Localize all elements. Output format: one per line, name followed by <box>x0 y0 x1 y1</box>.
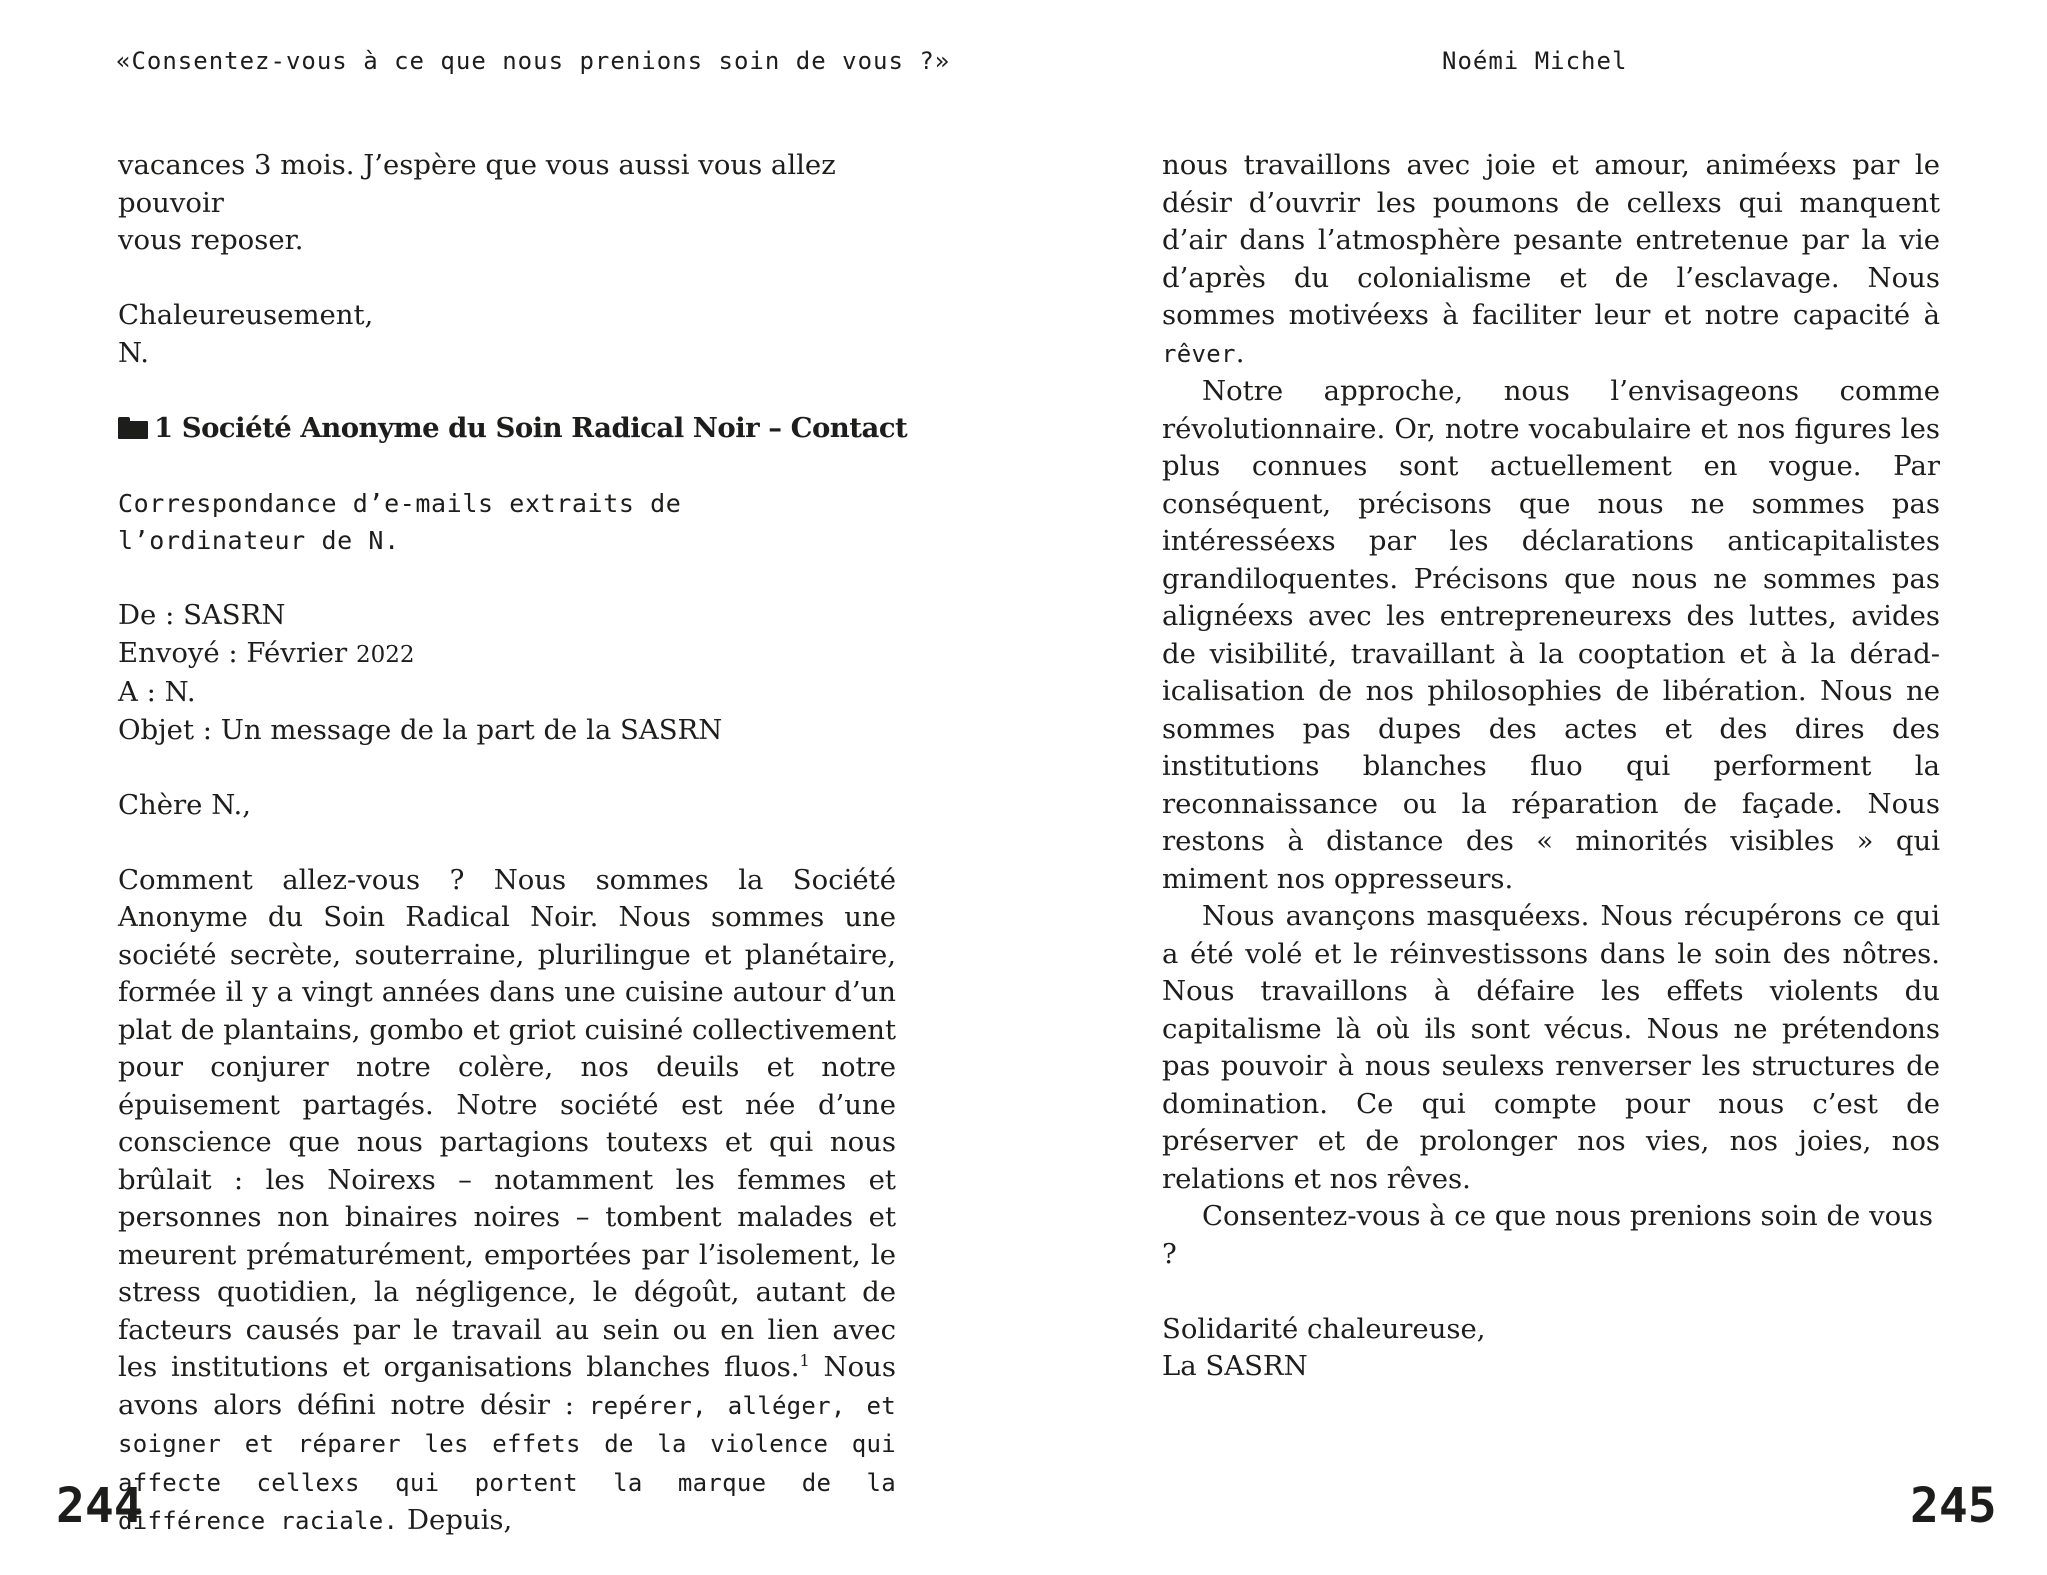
email-subject: Objet : Un message de la part de la SASRN <box>118 713 723 746</box>
email-sent <box>118 635 896 675</box>
email-from: De : SASRN <box>118 599 286 631</box>
paragraph-1-mono: rêver <box>1162 339 1236 368</box>
salutation: Chère N., <box>118 788 251 821</box>
page-number-left: 244 <box>56 1478 143 1534</box>
folder-icon <box>118 417 148 439</box>
letter-body-continued: Nous avons alors défini notre désir : <box>118 1351 896 1421</box>
page-number-right: 245 <box>1910 1478 1997 1534</box>
paragraph-1-text: nous travaillons avec joie et amour, animéexs par le désir d’ouvrir les poumons de cellexs qui manquent d’air dans l’atmosphère pesante entretenue par la vie d’après du colonialisme et de l’esclavage. Nous sommes motivéexs à faciliter leur et notre capacité à <box>1162 149 1940 331</box>
signature: N. <box>118 336 150 369</box>
letter-body-mono: repérer, alléger, et soigner et réparer les effets de la violence qui affecte cellexs qui portent la marque de la différence raciale. <box>118 1391 897 1535</box>
right-page <box>1024 0 2047 1575</box>
email-sent-year: 2022 <box>355 641 415 668</box>
paragraph-3: Nous avançons masquéexs. Nous récupérons ce qui a été volé et le réinvestissons dans le soin des nôtres. Nous travaillons à défaire les effets violents du capitalisme là où ils sont vécus. Nous ne prétendons pas pouvoir à nous seulexs renverser les structures de domination. Ce qui compte pour nous c’est de préserver et de prolonger nos vies, nos joies, nos relations et nos rêves. <box>1162 900 1940 1195</box>
paragraph-4: Consentez-vous à ce que nous prenions soin de vous ? <box>1162 1200 1933 1270</box>
footnote-mark: 1 <box>799 1351 810 1370</box>
section-title-text: 1 Société Anonyme du Soin Radical Noir – Contact <box>154 411 908 444</box>
closing-signature: La SASRN <box>1162 1350 1308 1382</box>
right-page-text <box>1162 147 1940 1386</box>
paragraph-2: Notre approche, nous l’envisageons comme révolutionnaire. Or, notre vocabulaire et nos figures les plus connues sont actuellement en vogue. Par conséquent, précisons que nous ne sommes pas intéresséexs par les déclarations anticapitalistes grandiloquentes. Précisons que nous ne sommes pas alignéexs avec les entrepreneurexs des luttes, avides de visibilité, travaillant à la cooptation et à la déradicalisation de nos philosophies de libération. Nous ne sommes pas dupes des actes et des dires des institutions blanches fluo qui performent la reconnaissance ou la réparation de façade. Nous restons à distance des « minorités visibles » qui miment nos oppresseurs. <box>1162 375 1940 895</box>
email-to: A : N. <box>118 676 196 708</box>
letter-body-main: Comment allez-vous ? Nous sommes la Société Anonyme du Soin Radical Noir. Nous sommes une société secrète, souterraine, plurilingue et planétaire, formée il y a vingt années dans une cuisine autour d’un plat de plantains, gombo et griot cuisiné collectivement pour conjurer notre colère, nos deuils et notre épuisement partagés. Notre société est née d’une conscience que nous partagions toutexs et qui nous brûlait : les Noirexs – notamment les femmes et personnes non binaires noires – tombent malades et meurent prématurément, emportées par l’isolement, le stress quotidien, la négligence, le dégoût, autant de facteurs causés par le travail au sein ou en lien avec les institutions et organisations blanches fluos. <box>118 863 896 1383</box>
paragraph-1 <box>1162 147 1940 373</box>
running-head-left: «Consentez-vous à ce que nous prenions soin de vous ?» <box>116 47 951 75</box>
paragraph-1-end: . <box>1235 336 1245 369</box>
letter-body-end: Depuis, <box>398 1504 513 1536</box>
running-head-right: Noémi Michel <box>1442 47 1628 75</box>
left-page-text <box>118 147 908 1541</box>
caption-line-2: l’ordinateur de N. <box>118 526 400 555</box>
closing: Solidarité chaleureuse, <box>1162 1312 1486 1345</box>
signoff: Chaleureusement, <box>118 299 374 331</box>
opening-line-1: vacances 3 mois. J’espère que vous aussi vous allez pouvoir <box>118 149 836 219</box>
opening-line-2: vous reposer. <box>118 224 304 256</box>
email-sent-label: Envoyé : Février <box>118 636 356 669</box>
caption-line-1: Correspondance d’e-mails extraits de <box>118 488 682 518</box>
letter-body <box>118 862 896 1541</box>
section-title <box>118 410 908 448</box>
